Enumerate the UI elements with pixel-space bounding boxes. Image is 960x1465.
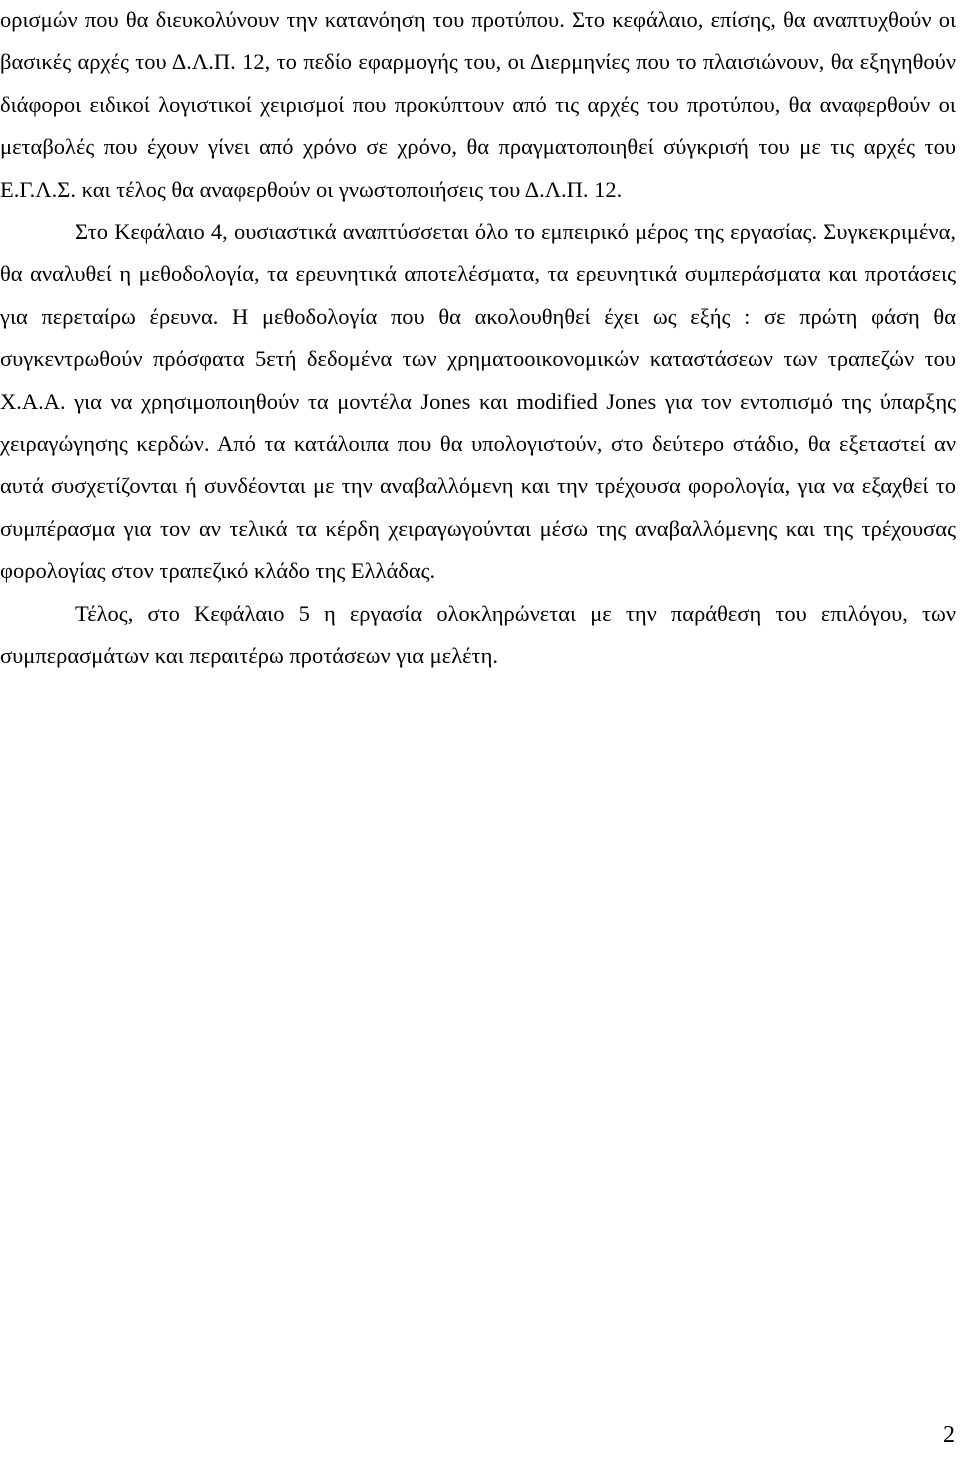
- paragraph-chapter-4-summary: Στο Κεφάλαιο 4, ουσιαστικά αναπτύσσεται όλο το εμπειρικό μέρος της εργασίας. Συγκεκριμένα, θα αναλυθεί η μεθοδολογία, τα ερευνητικά αποτελέσματα, τα ερευνητικά συμπεράσματα και προτάσεις για περεταίρω έρευνα. Η μεθοδολογία που θα ακολουθηθεί έχει ως εξής : σε πρώτη φάση θα συγκεντρωθούν πρόσφατα 5ετή δεδομένα των χρηματοοικονομικών καταστάσεων των τραπεζών του Χ.Α.Α. για να χρησιμοποιηθούν τα μοντέλα Jones και modified Jones για τον εντοπισμό της ύπαρξης χειραγώγησης κερδών. Από τα κατάλοιπα που θα υπολογιστούν, στο δεύτερο στάδιο, θα εξεταστεί αν αυτά συσχετίζονται ή συνδέονται με την αναβαλλόμενη και την τρέχουσα φορολογία, για να εξαχθεί το συμπέρασμα για τον αν τελικά τα κέρδη χειραγωγούνται μέσω της αναβαλλόμενης και της τρέχουσας φορολογίας στον τραπεζικό κλάδο της Ελλάδας.: [0, 219, 956, 584]
- page-number: 2: [943, 1422, 955, 1448]
- paragraph-chapter-5-summary: Τέλος, στο Κεφάλαιο 5 η εργασία ολοκληρώνεται με την παράθεση του επιλόγου, των συμπερασμάτων και περαιτέρω προτάσεων για μελέτη.: [0, 600, 956, 669]
- document-body: [0, 0, 956, 678]
- paragraph-chapter-3-summary: ορισμών που θα διευκολύνουν την κατανόηση του προτύπου. Στο κεφάλαιο, επίσης, θα αναπτυχθούν οι βασικές αρχές του Δ.Λ.Π. 12, το πεδίο εφαρμογής του, οι Διερμηνίες που το πλαισιώνουν, θα εξηγηθούν διάφοροι ειδικοί λογιστικοί χειρισμοί που προκύπτουν από τις αρχές του προτύπου, θα αναφερθούν οι μεταβολές που έχουν γίνει από χρόνο σε χρόνο, θα πραγματοποιηθεί σύγκρισή του με τις αρχές του Ε.Γ.Λ.Σ. και τέλος θα αναφερθούν οι γνωστοποιήσεις του Δ.Λ.Π. 12.: [0, 7, 956, 202]
